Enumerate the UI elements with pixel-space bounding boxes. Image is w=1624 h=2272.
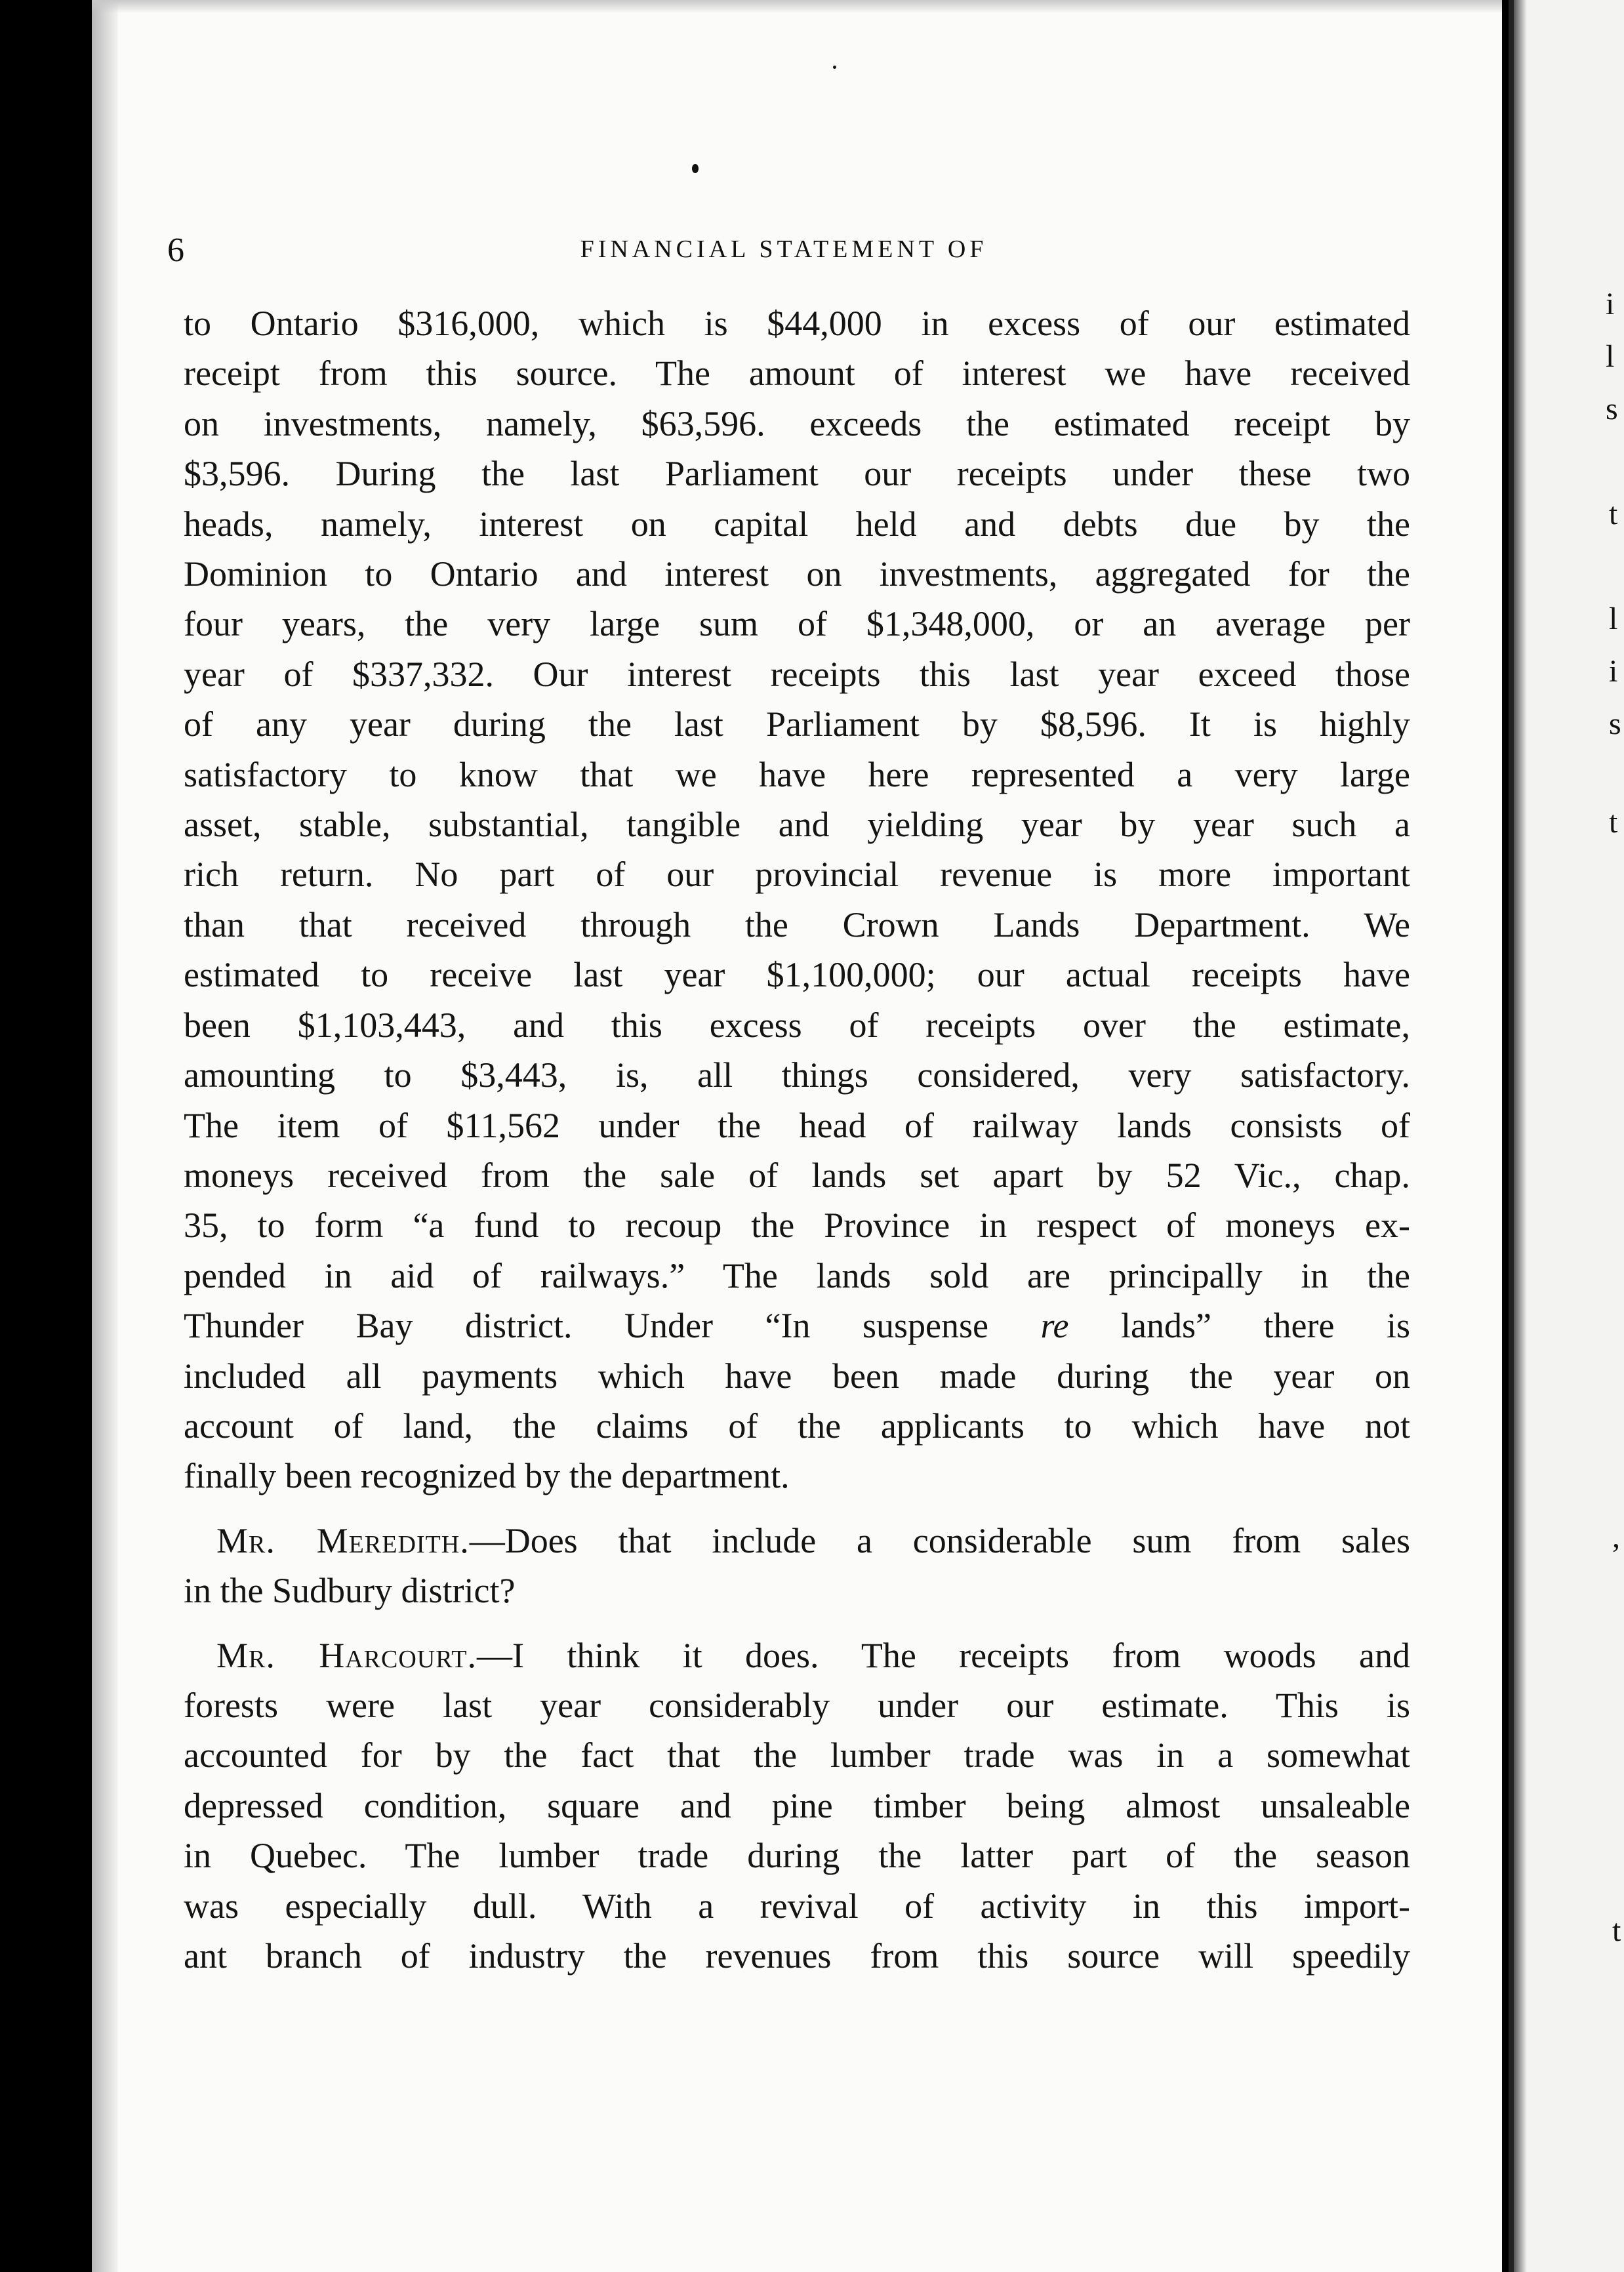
text-line: than that received through the Crown Lands Department. We bbox=[184, 904, 1410, 944]
text-line: accounted for by the fact that the lumber trade was in a somewhat bbox=[184, 1735, 1410, 1775]
ink-speck bbox=[692, 164, 699, 173]
facing-page-spine bbox=[1514, 0, 1527, 2272]
text-segment: Thunder Bay district. Under “In suspense bbox=[184, 1306, 988, 1346]
running-title: FINANCIAL STATEMENT OF bbox=[580, 235, 988, 263]
facing-page-fragment: l bbox=[1609, 601, 1618, 636]
text-line: estimated to receive last year $1,100,000; our actual receipts have bbox=[184, 955, 1410, 995]
text-line: depressed condition, square and pine timber being almost unsaleable bbox=[184, 1785, 1410, 1825]
facing-page-fragment: , bbox=[1612, 1520, 1620, 1554]
text-line bbox=[184, 1516, 1410, 1566]
text-line: amounting to $3,443, is, all things considered, very satisfactory. bbox=[184, 1055, 1410, 1095]
text-line: receipt from this source. The amount of interest we have received bbox=[184, 354, 1410, 394]
facing-page-fragment: i bbox=[1606, 287, 1615, 321]
text-line: The item of $11,562 under the head of railway lands consists of bbox=[184, 1105, 1410, 1145]
text-line: satisfactory to know that we have here represented a very large bbox=[184, 754, 1410, 794]
facing-page-fragment: s bbox=[1606, 392, 1618, 426]
facing-page-fragment: s bbox=[1609, 706, 1621, 741]
facing-page-edge bbox=[1509, 0, 1624, 2272]
text-line: heads, namely, interest on capital held and debts due by the bbox=[184, 504, 1410, 544]
text-line: included all payments which have been made during the year on bbox=[184, 1356, 1410, 1396]
text-line: year of $337,332. Our interest receipts this last year exceed those bbox=[184, 654, 1410, 694]
speaker-name: Mr. Meredith. bbox=[216, 1520, 470, 1560]
text-line: of any year during the last Parliament by $8,596. It is highly bbox=[184, 704, 1410, 744]
text-line: to Ontario $316,000, which is $44,000 in excess of our estimated bbox=[184, 304, 1410, 343]
paragraph-meredith bbox=[184, 1516, 1410, 1616]
text-line: in the Sudbury district? bbox=[184, 1571, 516, 1611]
facing-page-fragment: t bbox=[1609, 805, 1618, 840]
running-header bbox=[167, 231, 1400, 277]
italic-term: re bbox=[1040, 1306, 1069, 1346]
facing-page-fragment: l bbox=[1606, 339, 1615, 374]
paragraph-1 bbox=[184, 298, 1410, 1501]
text-line: $3,596. During the last Parliament our receipts under these two bbox=[184, 454, 1410, 494]
text-segment: —I think it does. The receipts from woods and bbox=[477, 1635, 1411, 1675]
text-line: four years, the very large sum of $1,348,000, or an average per bbox=[184, 604, 1410, 644]
text-line: account of land, the claims of the applicants to which have not bbox=[184, 1406, 1410, 1446]
text-line: moneys received from the sale of lands set apart by 52 Vic., chap. bbox=[184, 1155, 1410, 1195]
text-line: been $1,103,443, and this excess of receipts over the estimate, bbox=[184, 1005, 1410, 1045]
text-line: on investments, namely, $63,596. exceeds the estimated receipt by bbox=[184, 403, 1410, 443]
text-line: 35, to form “a fund to recoup the Province in respect of moneys ex- bbox=[184, 1206, 1410, 1246]
paragraph-harcourt bbox=[184, 1631, 1410, 1981]
text-line: rich return. No part of our provincial revenue is more important bbox=[184, 855, 1410, 895]
text-line: forests were last year considerably under our estimate. This is bbox=[184, 1685, 1410, 1725]
text-segment: lands” there is bbox=[1121, 1306, 1411, 1346]
text-line: ant branch of industry the revenues from this source will speedily bbox=[184, 1936, 1410, 1976]
page-gutter-shadow bbox=[92, 0, 118, 2272]
speaker-name: Mr. Harcourt. bbox=[216, 1635, 477, 1675]
facing-page-fragment: i bbox=[1609, 654, 1618, 689]
page-number: 6 bbox=[167, 232, 184, 269]
text-line: finally been recognized by the department. bbox=[184, 1456, 790, 1496]
text-line: pended in aid of railways.” The lands sold are principally in the bbox=[184, 1255, 1410, 1295]
text-line bbox=[184, 1301, 1410, 1350]
page-top-shadow bbox=[92, 0, 1502, 13]
ink-speck bbox=[833, 66, 836, 69]
text-line: was especially dull. With a revival of activity in this import- bbox=[184, 1886, 1410, 1926]
text-line: Dominion to Ontario and interest on investments, aggregated for the bbox=[184, 554, 1410, 594]
text-segment: —Does that include a considerable sum from sales bbox=[469, 1520, 1410, 1560]
text-line bbox=[184, 1631, 1410, 1680]
body-text bbox=[184, 298, 1410, 1981]
facing-page-fragment: t bbox=[1609, 497, 1618, 531]
text-line: asset, stable, substantial, tangible and yielding year by year such a bbox=[184, 805, 1410, 845]
text-line: in Quebec. The lumber trade during the latter part of the season bbox=[184, 1836, 1410, 1876]
facing-page-fragment: t bbox=[1612, 1913, 1621, 1948]
